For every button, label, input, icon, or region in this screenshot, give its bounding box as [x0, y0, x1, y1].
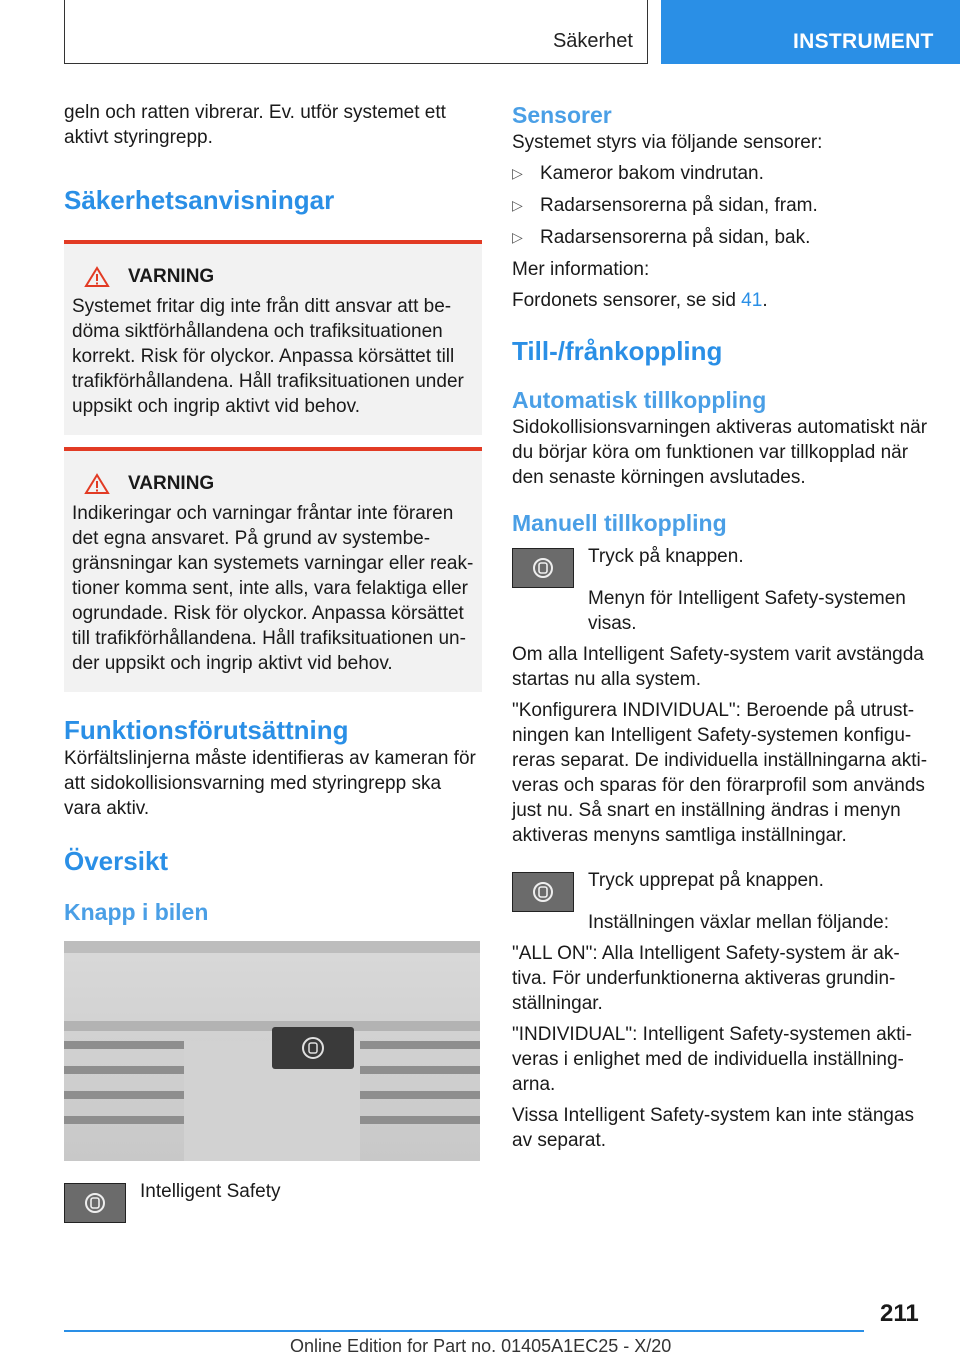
intelligent-safety-button-icon [64, 1183, 126, 1223]
button-photo [64, 941, 480, 1161]
footer-edition: Online Edition for Part no. 01405A1EC25 - X/20 [290, 1336, 672, 1356]
left-column [64, 100, 482, 1223]
manual-paragraph-3: "ALL ON": Alla Intelligent Safety-system är ak‐tiva. För underfunktionerna aktiveras grundin‐ställningar. [512, 943, 900, 1014]
header-chapter-title: INSTRUMENT [793, 30, 934, 53]
warning-box-2 [64, 447, 482, 692]
heading-overview: Översikt [64, 846, 169, 876]
footer-divider [64, 1330, 864, 1332]
header-chapter-tab [661, 0, 960, 64]
warning-triangle-icon [84, 473, 110, 495]
automatic-text: Sidokollisionsvarningen aktiveras automatiskt när du börjar köra om funktionen var tillkopplad när den senaste körningen avslutades. [512, 417, 928, 488]
warning-triangle-icon [84, 266, 110, 288]
right-column [512, 100, 930, 1159]
manual-step-2-result: Inställningen växlar mellan följande: [588, 912, 890, 933]
intelligent-safety-button-icon [512, 548, 574, 588]
sensor-reference: Fordonets sensorer, se sid 41. [512, 290, 768, 311]
manual-step-1-result: Menyn för Intelligent Safety-systemen visas. [588, 588, 906, 634]
warning-box-1 [64, 240, 482, 435]
heading-safety: Säkerhetsanvisningar [64, 185, 335, 215]
button-caption: Intelligent Safety [140, 1181, 281, 1202]
warning-title-1: VARNING [128, 266, 215, 287]
manual-step-2: Tryck upprepat på knappen. [512, 868, 930, 912]
prerequisite-text: Körfältslinjerna måste identifieras av kameran för att sidokollisionsvarning med styringrepp ska vara aktiv. [64, 748, 476, 819]
header-section-title: Säkerhet [552, 30, 633, 52]
list-item: ▷ Kameror bakom vindrutan. [512, 163, 764, 184]
warning-text-1: Systemet fritar dig inte från ditt ansvar att be‐döma siktförhållandena och trafiksituationen korrekt. Risk för olyckor. Anpassa körsättet till trafikförhållandena. Håll trafiksituationen under uppsikt och ingrip aktivt vid behov. [72, 296, 464, 417]
heading-sensors: Sensorer [512, 102, 612, 128]
warning-title-2: VARNING [128, 473, 215, 494]
manual-paragraph-2: "Konfigurera INDIVIDUAL": Beroende på utrust‐ningen kan Intelligent Safety-systemen konfigu‐reras separat. De individuella inställningarna akti‐veras och sparas för den förarprofil som används just nu. Så snart en inställning ändras i menyn aktiveras menyns samtliga inställningar. [512, 700, 928, 846]
heading-button-in-car: Knapp i bilen [64, 899, 209, 925]
manual-paragraph-1: Om alla Intelligent Safety-system varit avstängda startas nu alla system. [512, 644, 924, 690]
manual-paragraph-5: Vissa Intelligent Safety-system kan inte stängas av separat. [512, 1105, 915, 1151]
sensors-intro: Systemet styrs via följande sensorer: [512, 132, 823, 153]
intro-text: geln och ratten vibrerar. Ev. utför systemet ett aktivt styringrepp. [64, 102, 446, 148]
warning-text-2: Indikeringar och varningar fråntar inte föraren det egna ansvaret. På grund av systembe‐gränsningar kan systemets varningar eller reak‐tioner komma sent, inte alls, vara felaktiga eller ogrundade. Risk för olyckor. Anpassa körsättet till trafikförhållandena. Håll trafiksituationen un‐der uppsikt och ingrip aktivt vid behov. [72, 503, 474, 674]
manual-paragraph-4: "INDIVIDUAL": Intelligent Safety-systemen akti‐veras i enlighet med de individuella inställning‐arna. [512, 1024, 912, 1095]
more-info-label: Mer information: [512, 259, 650, 280]
heading-automatic: Automatisk tillkoppling [512, 387, 767, 413]
manual-step-1: Tryck på knappen. [512, 544, 930, 588]
heading-prerequisite: Funktionsförutsättning [64, 715, 349, 745]
list-item: ▷ Radarsensorerna på sidan, fram. [512, 195, 818, 216]
heading-switch-on-off: Till-/frånkoppling [512, 336, 723, 366]
page-link[interactable]: 41 [741, 290, 763, 311]
heading-manual: Manuell tillkoppling [512, 510, 727, 536]
page-number: 211 [880, 1300, 919, 1327]
header-section-box [64, 0, 648, 64]
list-item: ▷ Radarsensorerna på sidan, bak. [512, 227, 811, 248]
intelligent-safety-button-icon [512, 872, 574, 912]
